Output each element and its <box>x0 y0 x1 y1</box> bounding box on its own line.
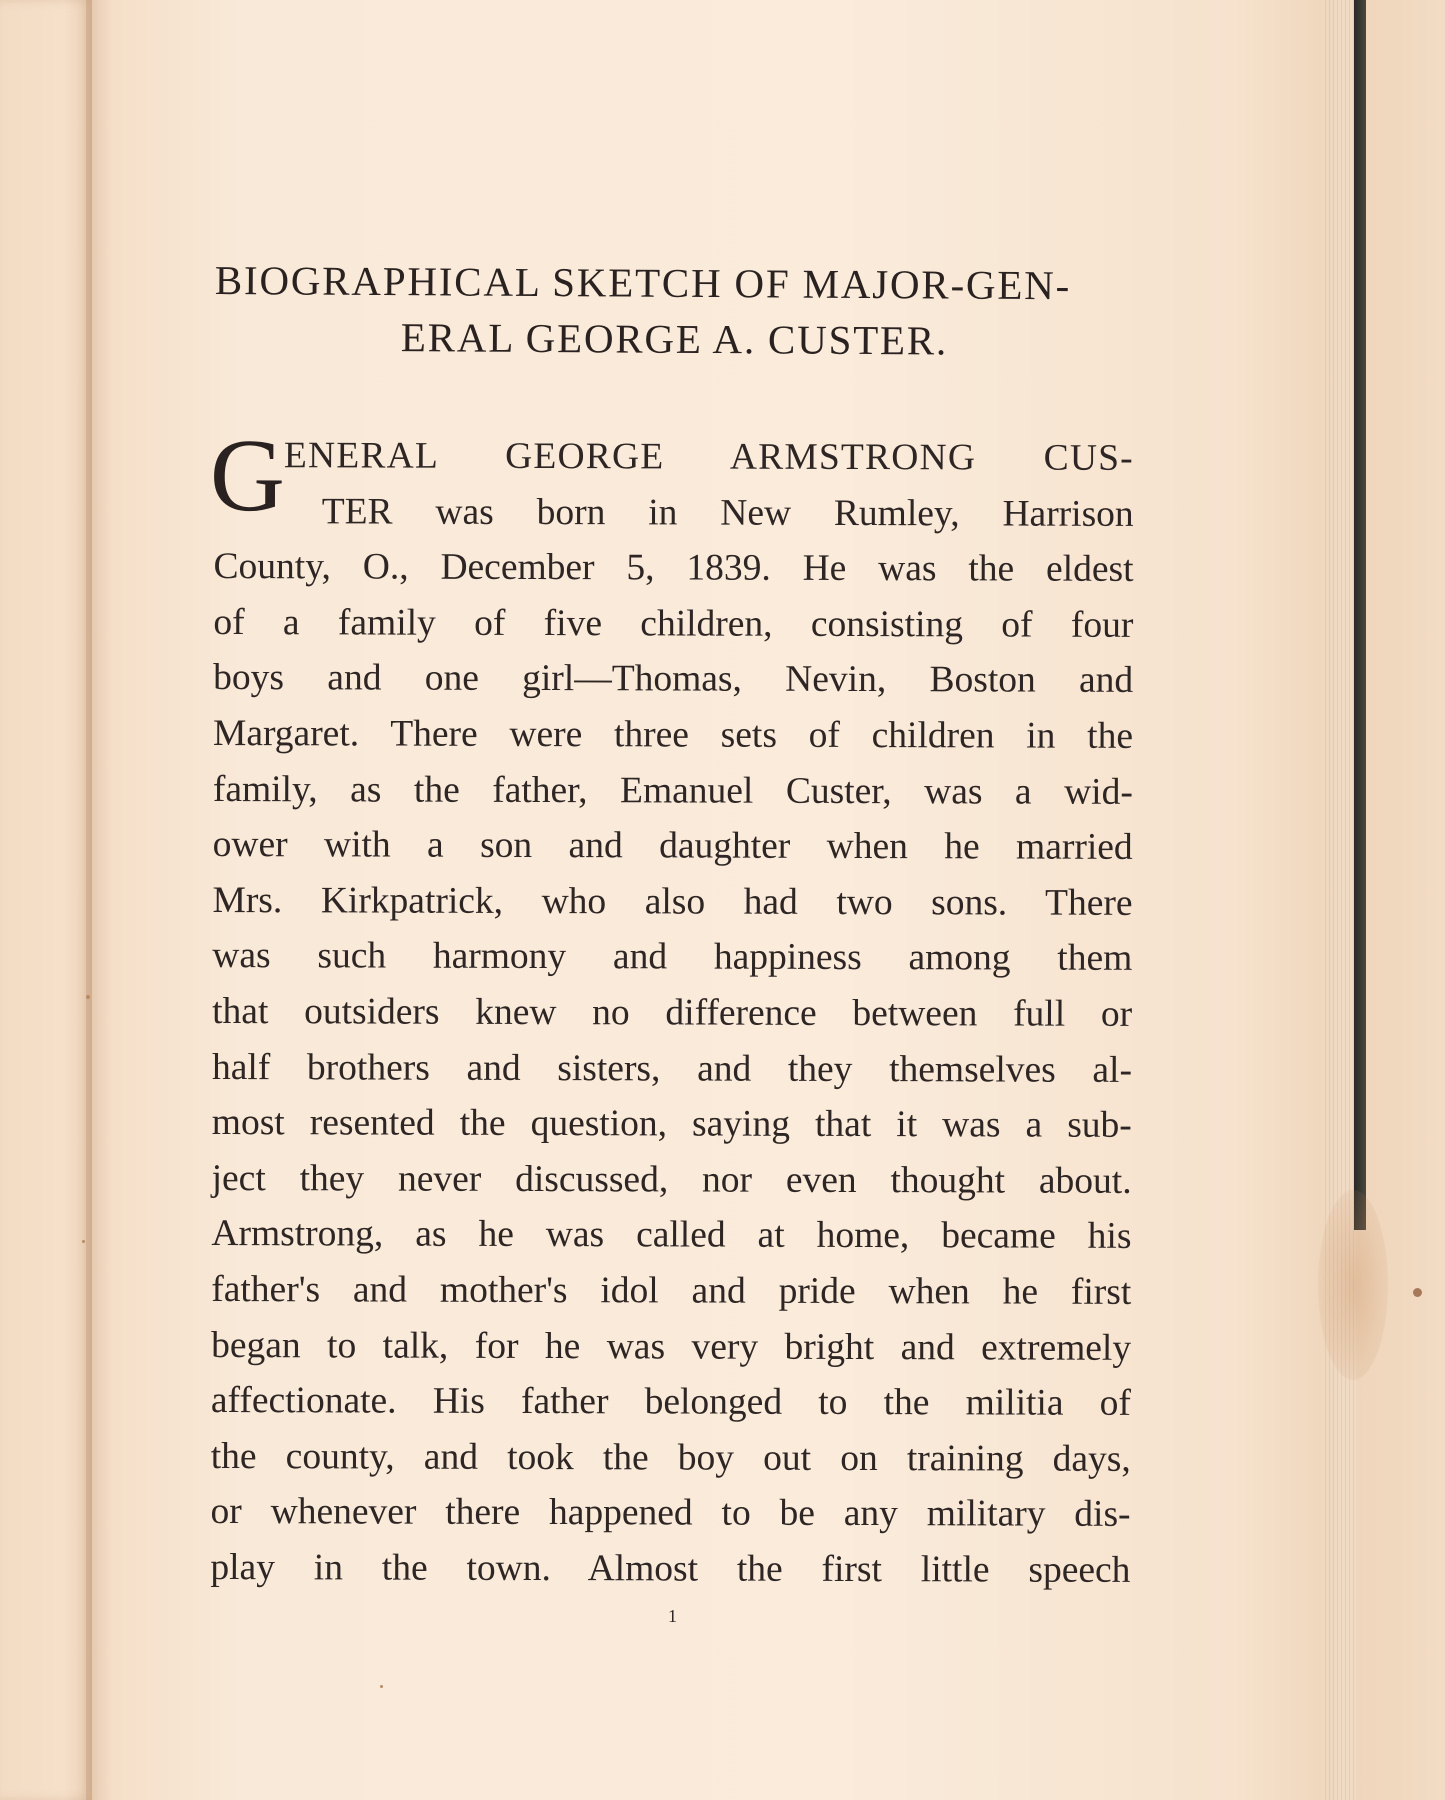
text-line: began to talk, for he was very bright and extremely <box>211 1324 1132 1369</box>
back-cover <box>1356 0 1445 1800</box>
text-line: half brothers and sisters, and they themselves al- <box>211 1046 1133 1091</box>
text-line: ENERAL GEORGE ARMSTRONG CUS- <box>283 435 1134 479</box>
page-stain <box>1318 1190 1388 1380</box>
text-line: Mrs. Kirkpatrick, who also had two sons. There <box>212 879 1133 924</box>
drop-cap: G <box>209 417 286 534</box>
text-line: Margaret. There were three sets of children in the <box>212 712 1134 757</box>
chapter-title <box>214 252 1135 370</box>
text-line: ject they never discussed, nor even thought about. <box>211 1157 1132 1202</box>
text-line: ower with a son and daughter when he married <box>212 824 1133 869</box>
text-line: that outsiders knew no difference between full or <box>212 990 1133 1035</box>
foxing-spot <box>86 995 90 999</box>
chapter-title-line: BIOGRAPHICAL SKETCH OF MAJOR-GEN- <box>214 256 1072 309</box>
body-paragraph <box>209 417 1134 1598</box>
text-line: most resented the question, saying that it was a sub- <box>211 1102 1132 1147</box>
text-line: the county, and took the boy out on training days, <box>210 1435 1131 1480</box>
text-line: County, O., December 5, 1839. He was the eldest <box>213 546 1134 591</box>
text-line: was such harmony and happiness among them <box>212 935 1133 980</box>
foxing-spot <box>82 1240 85 1243</box>
text-line: family, as the father, Emanuel Custer, was a wid- <box>212 768 1133 813</box>
text-line: boys and one girl—Thomas, Nevin, Boston and <box>213 657 1134 702</box>
text-line: TER was born in New Rumley, Harrison <box>321 490 1134 535</box>
left-page-edge <box>0 0 92 1800</box>
foxing-spot <box>380 1685 383 1688</box>
text-line: of a family of five children, consisting of four <box>213 601 1134 646</box>
gutter-shadow <box>86 0 112 1800</box>
text-line: play in the town. Almost the first little speech <box>210 1546 1131 1591</box>
cover-spine-strip <box>1354 0 1366 1230</box>
text-line: father's and mother's idol and pride when he first <box>211 1268 1132 1313</box>
foxing-spot <box>1413 1288 1422 1297</box>
text-line: Armstrong, as he was called at home, became his <box>211 1213 1132 1258</box>
chapter-title-line: ERAL GEORGE A. CUSTER. <box>400 314 949 364</box>
text-line: or whenever there happened to be any military dis- <box>210 1491 1131 1536</box>
text-line: affectionate. His father belonged to the militia of <box>210 1380 1132 1424</box>
page-number: 1 <box>668 1606 677 1626</box>
